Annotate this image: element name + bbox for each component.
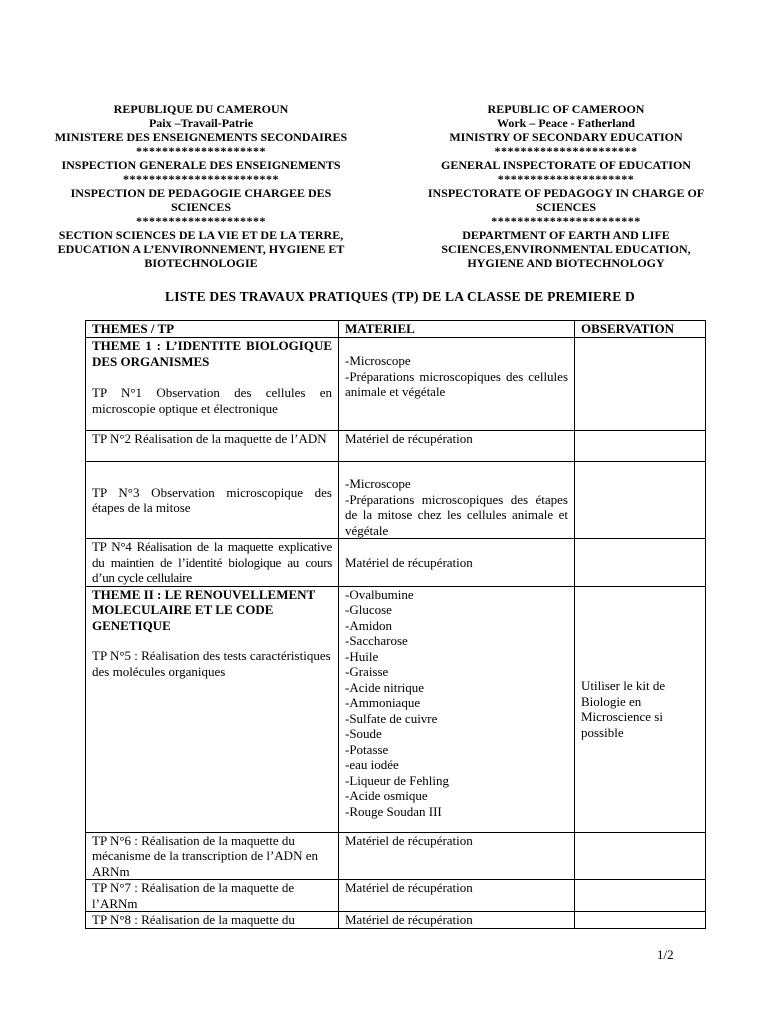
tp-table <box>85 320 706 929</box>
table-row <box>86 431 706 462</box>
header-separator: *********************** <box>491 214 641 228</box>
header-line: Paix –Travail-Patrie <box>148 116 254 130</box>
header-line: REPUBLIC OF CAMEROON <box>487 102 645 116</box>
header-french <box>40 102 362 270</box>
header-line: MINISTRY OF SECONDARY EDUCATION <box>449 130 683 144</box>
document-title: LISTE DES TRAVAUX PRATIQUES (TP) DE LA CLASSE DE PREMIERE D <box>165 289 635 304</box>
header-separator: ************************ <box>123 172 279 186</box>
material-item: -Liqueur de Fehling <box>345 772 449 788</box>
material-item: -Préparations microscopiques des cellules animale et végétale <box>345 368 568 399</box>
material-item: -Acide nitrique <box>345 679 425 695</box>
table-row <box>86 832 706 880</box>
header-line: GENERAL INSPECTORATE OF EDUCATION <box>441 158 691 172</box>
column-header-observation: OBSERVATION <box>575 321 706 338</box>
observation-cell <box>575 431 706 462</box>
material-item: -Saccharose <box>345 633 408 648</box>
tp-3-text: TP N°3 Observation microscopique des étapes de la mitose <box>92 484 332 515</box>
theme-cell <box>86 338 339 431</box>
theme-2-title: THEME II : LE RENOUVELLEMENT MOLECULAIRE ET LE CODE GENETIQUE <box>92 586 315 633</box>
column-header-themes: THEMES / TP <box>86 321 339 338</box>
header-line: SECTION SCIENCES DE LA VIE ET DE LA TERRE, <box>58 228 344 242</box>
header-line: HYGIENE AND BIOTECHNOLOGY <box>467 256 665 270</box>
material-item: -Microscope <box>345 353 411 368</box>
observation-cell <box>575 462 706 539</box>
table-row <box>86 462 706 539</box>
header-line: BIOTECHNOLOGIE <box>144 256 258 270</box>
material-item: -Glucose <box>345 602 392 617</box>
header-line: EDUCATION A L’ENVIRONNEMENT, HYGIENE ET <box>57 242 345 256</box>
table-row <box>86 539 706 587</box>
tp-6-label: TP N°6 : Réalisation de la maquette du mécanisme de la transcription de l’ADN en ARNm <box>86 832 339 880</box>
tp-4-material: Matériel de récupération <box>339 539 575 587</box>
column-header-materiel: MATERIEL <box>339 321 575 338</box>
tp-7-material: Matériel de récupération <box>339 880 575 912</box>
tp-4-label: TP N°4 Réalisation de la maquette explicative du maintien de l’identité biologique au cours d’un cycle cellulaire <box>86 539 339 587</box>
observation-cell <box>575 912 706 929</box>
header-line: MINISTERE DES ENSEIGNEMENTS SECONDAIRES <box>54 130 348 144</box>
tp-3-label <box>86 462 339 539</box>
tp-6-material: Matériel de récupération <box>339 832 575 880</box>
header-line: REPUBLIQUE DU CAMEROUN <box>113 102 289 116</box>
table-row <box>86 586 706 832</box>
tp-8-label: TP N°8 : Réalisation de la maquette du <box>86 912 339 929</box>
header-line: Work – Peace - Fatherland <box>497 116 635 130</box>
header-line: DEPARTMENT OF EARTH AND LIFE <box>462 228 670 242</box>
tp-7-label: TP N°7 : Réalisation de la maquette de l’ARNm <box>86 880 339 912</box>
tp-1-label: TP N°1 Observation des cellules en microscopie optique et électronique <box>92 385 332 416</box>
material-item: -Microscope <box>345 476 411 491</box>
observation-cell <box>575 539 706 587</box>
header-separator: ********************** <box>494 144 638 158</box>
material-item: -Potasse <box>345 741 389 757</box>
material-item: -Graisse <box>345 664 389 679</box>
table-header-row <box>86 321 706 338</box>
material-item: -Ammoniaque <box>345 695 421 710</box>
observation-cell <box>575 880 706 912</box>
header-separator: ******************** <box>136 214 266 228</box>
tp-5-label: TP N°5 : Réalisation des tests caractéristiques des molécules organiques <box>92 648 331 679</box>
header-line: INSPECTORATE OF PEDAGOGY IN CHARGE OF <box>427 186 705 200</box>
material-item: -Sulfate de cuivre <box>345 710 438 726</box>
tp-2-material: Matériel de récupération <box>339 431 575 462</box>
material-item: -Rouge Soudan III <box>345 803 442 819</box>
tp-2-label: TP N°2 Réalisation de la maquette de l’ADN <box>86 431 339 462</box>
header-separator: ********************* <box>497 172 635 186</box>
materiel-cell <box>339 462 575 539</box>
theme-cell <box>86 586 339 832</box>
header-line: SCIENCES,ENVIRONMENTAL EDUCATION, <box>441 242 691 256</box>
material-item: -Huile <box>345 648 379 664</box>
observation-cell <box>575 338 706 431</box>
table-row <box>86 880 706 912</box>
header-line: SCIENCES <box>535 200 597 214</box>
tp-8-material: Matériel de récupération <box>339 912 575 929</box>
header-line: INSPECTION DE PEDAGOGIE CHARGEE DES <box>70 186 332 200</box>
material-item: -Acide osmique <box>345 788 428 803</box>
theme-1-title: THEME 1 : L’IDENTITE BIOLOGIQUE DES ORGANISMES <box>92 338 332 369</box>
material-item: -Amidon <box>345 617 392 633</box>
table-row <box>86 912 706 929</box>
header-line: INSPECTION GENERALE DES ENSEIGNEMENTS <box>61 158 341 172</box>
header-line: SCIENCES <box>170 200 232 214</box>
materiel-cell <box>339 586 575 832</box>
header-english <box>410 102 722 270</box>
tp-5-observation: Utiliser le kit de Biologie en Microscience si possible <box>575 586 706 832</box>
material-item: -Préparations microscopiques des étapes de la mitose chez les cellules animale et végétale <box>345 491 568 538</box>
material-item: -eau iodée <box>345 757 399 772</box>
page-number: 1/2 <box>657 947 674 962</box>
material-item: -Ovalbumine <box>345 586 414 602</box>
materiel-cell <box>339 338 575 431</box>
header-separator: ******************** <box>136 144 266 158</box>
observation-cell <box>575 832 706 880</box>
material-item: -Soude <box>345 726 382 741</box>
table-row <box>86 338 706 431</box>
